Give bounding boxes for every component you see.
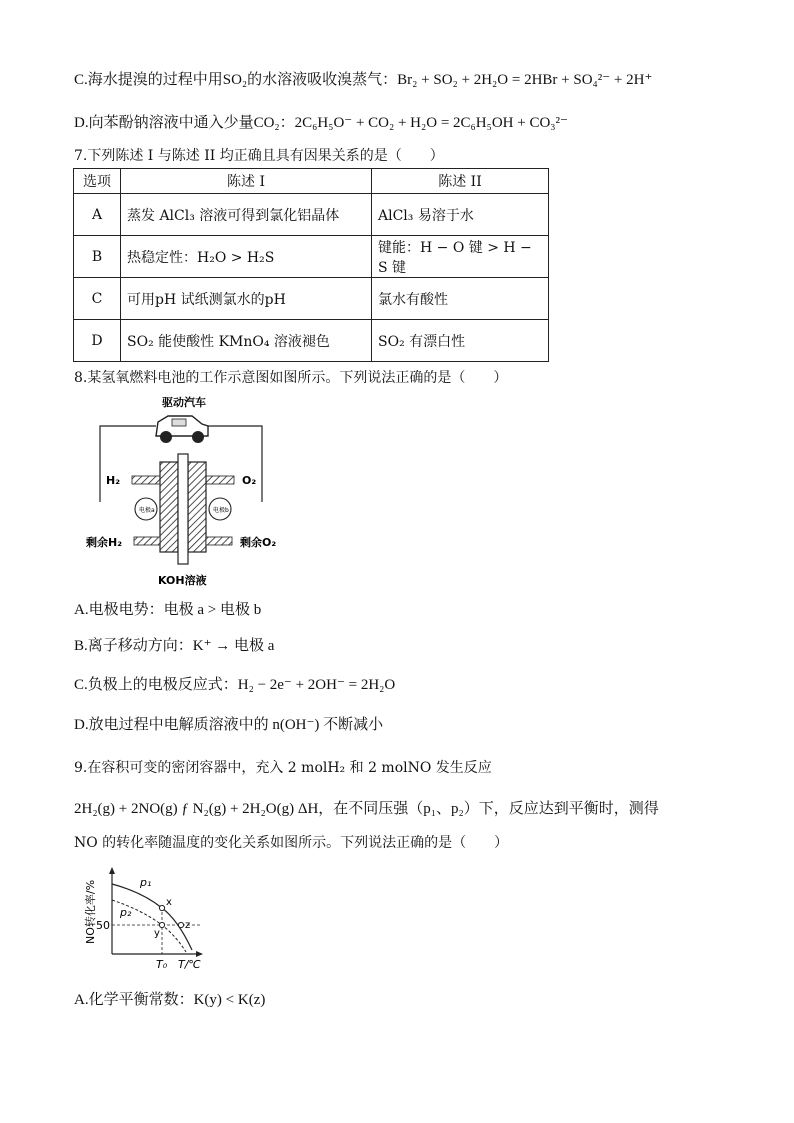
row-option: B bbox=[74, 236, 121, 278]
row-option: D bbox=[74, 320, 121, 362]
q8-option-a: A.电极电势：电极 a > 电极 b bbox=[74, 602, 262, 618]
table-header-row bbox=[74, 169, 549, 194]
o2-inlet-label: O₂ bbox=[242, 474, 257, 487]
car-icon bbox=[156, 416, 208, 443]
fuel-cell-diagram bbox=[84, 392, 294, 588]
point-z-label: z bbox=[185, 920, 191, 931]
row-statement-2: 键能：H − O 键 > H − S 键 bbox=[372, 236, 549, 278]
car-label: 驱动汽车 bbox=[162, 396, 206, 409]
point-x bbox=[159, 905, 164, 910]
o2-outlet-label: 剩余O₂ bbox=[240, 536, 277, 549]
q6-option-c: C.海水提溴的过程中用SO₂的水溶液吸收溴蒸气：Br₂ + SO₂ + 2H₂O = 2HBr + SO₄²⁻ + 2H⁺ bbox=[74, 72, 653, 88]
row-statement-1: 蒸发 AlCl₃ 溶液可得到氯化铝晶体 bbox=[121, 194, 372, 236]
h2-inlet-pipe bbox=[132, 476, 160, 484]
row-statement-2: AlCl₃ 易溶于水 bbox=[372, 194, 549, 236]
electrode-b bbox=[188, 462, 206, 552]
q8-option-d: D.放电过程中电解质溶液中的 n(OH⁻) 不断减小 bbox=[74, 717, 384, 733]
q8-option-c: C.负极上的电极反应式：H₂ − 2e⁻ + 2OH⁻ = 2H₂O bbox=[74, 677, 396, 693]
q8-stem: 8.某氢氧燃料电池的工作示意图如图所示。下列说法正确的是（ ） bbox=[74, 370, 508, 386]
q6-option-d: D.向苯酚钠溶液中通入少量CO₂：2C₆H₅O⁻ + CO₂ + H₂O = 2C₆H₅OH + CO₃²⁻ bbox=[74, 115, 568, 131]
q9-reaction: 2H₂(g) + 2NO(g) ƒ N₂(g) + 2H₂O(g) ΔH，在不同压强（p₁、p₂）下，反应达到平衡时，测得 bbox=[74, 801, 659, 817]
h2-inlet-label: H₂ bbox=[106, 474, 121, 487]
row-statement-1: 热稳定性：H₂O > H₂S bbox=[121, 236, 372, 278]
curve-p2-label: p₂ bbox=[120, 906, 132, 919]
q9-stem: 9.在容积可变的密闭容器中，充入 2 molH₂ 和 2 molNO 发生反应 bbox=[74, 760, 492, 776]
row-statement-2: 氯水有酸性 bbox=[372, 278, 549, 320]
electrolyte-label: KOH溶液 bbox=[158, 574, 207, 587]
q7-table bbox=[73, 168, 549, 362]
electrode-a-label: 电极a bbox=[139, 507, 155, 514]
table-row bbox=[74, 194, 549, 236]
electrode-a bbox=[160, 462, 178, 552]
point-y-label: y bbox=[154, 928, 160, 939]
header-statement-1: 陈述 I bbox=[121, 169, 372, 194]
y-tick-50: 50 bbox=[96, 919, 110, 932]
row-option: A bbox=[74, 194, 121, 236]
o2-outlet-pipe bbox=[206, 537, 232, 545]
point-z bbox=[178, 922, 183, 927]
table-row bbox=[74, 320, 549, 362]
header-statement-2: 陈述 II bbox=[372, 169, 549, 194]
q8-option-b: B.离子移动方向：K⁺ → 电极 a bbox=[74, 638, 275, 654]
x-axis-arrow bbox=[196, 951, 203, 957]
q7-stem: 7.下列陈述 I 与陈述 II 均正确且具有因果关系的是（ ） bbox=[74, 148, 444, 164]
row-statement-1: SO₂ 能使酸性 KMnO₄ 溶液褪色 bbox=[121, 320, 372, 362]
wire-left bbox=[100, 426, 156, 502]
q9-stem-continued: NO 的转化率随温度的变化关系如图所示。下列说法正确的是（ ） bbox=[74, 835, 509, 851]
x-axis-label: T/℃ bbox=[178, 958, 201, 971]
y-axis-arrow bbox=[109, 867, 115, 874]
x-tick-t0: T₀ bbox=[156, 958, 168, 971]
row-statement-1: 可用pH 试纸测氯水的pH bbox=[121, 278, 372, 320]
wire-right bbox=[208, 426, 262, 502]
curve-p1-label: p₁ bbox=[140, 876, 152, 889]
q9-option-a: A.化学平衡常数：K(y) < K(z) bbox=[74, 992, 266, 1008]
row-option: C bbox=[74, 278, 121, 320]
table-row bbox=[74, 278, 549, 320]
y-axis-label: NO转化率/% bbox=[84, 879, 97, 944]
h2-outlet-pipe bbox=[134, 537, 160, 545]
point-y bbox=[159, 922, 164, 927]
row-statement-2: SO₂ 有漂白性 bbox=[372, 320, 549, 362]
o2-inlet-pipe bbox=[206, 476, 234, 484]
electrolyte-channel bbox=[178, 454, 188, 564]
table-row bbox=[74, 236, 549, 278]
h2-outlet-label: 剩余H₂ bbox=[86, 536, 123, 549]
point-x-label: x bbox=[166, 897, 172, 908]
conversion-graph bbox=[80, 864, 220, 976]
electrode-b-label: 电极b bbox=[213, 507, 229, 514]
header-option: 选项 bbox=[74, 169, 121, 194]
